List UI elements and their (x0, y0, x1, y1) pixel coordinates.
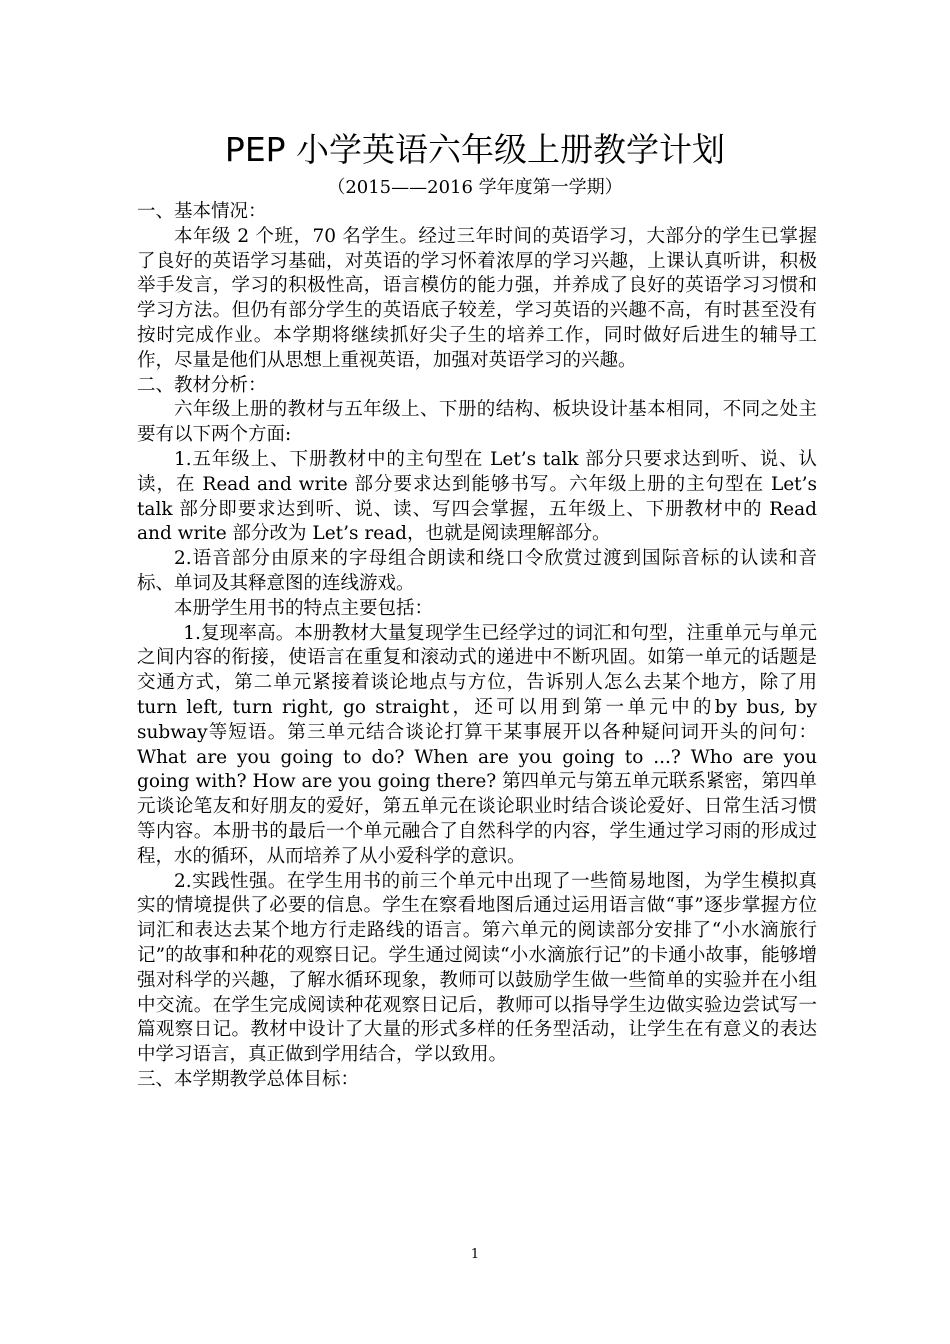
page-number: 1 (470, 1247, 480, 1262)
paragraph-difference-1: 1.五年级上、下册教材中的主句型在 Let’s talk 部分只要求达到听、说、认读，在 Read and write 部分要求达到能够书写。六年级上册的主句型在 Let’s talk 部分即要求达到听、说、读、写四会掌握，五年级上、下册教材中的 Read and write 部分改为 Let’s read，也就是阅读理解部分。 (137, 448, 817, 545)
paragraph-features-intro: 本册学生用书的特点主要包括： (174, 597, 434, 619)
paragraph-difference-2: 2.语音部分由原来的字母组合朗读和绕口令欣赏过渡到国际音标的认读和音标、单词及其释意图的连线游戏。 (137, 548, 817, 594)
paragraph-basic-situation: 本年级 2 个班，70 名学生。经过三年时间的英语学习，大部分的学生已掌握了良好的英语学习基础，对英语的学习怀着浓厚的学习兴趣，上课认真听讲，积极举手发言，学习的积极性高，语言模仿的能力强，并养成了良好的英语学习习惯和学习方法。但仍有部分学生的英语底子较差，学习英语的兴趣不高，有时甚至没有按时完成作业。本学期将继续抓好尖子生的培养工作，同时做好后进生的辅导工作，尽量是他们从思想上重视英语，加强对英语学习的兴趣。 (137, 225, 817, 371)
document-body (137, 200, 817, 1093)
section-heading-semester-goals: 三、本学期教学总体目标： (137, 1068, 360, 1090)
paragraph-feature-1: 1.复现率高。本册教材大量复现学生已经学过的词汇和句型，注重单元与单元之间内容的衔接，使语言在重复和滚动式的递进中不断巩固。如第一单元的话题是交通方式，第二单元紧接着谈论地点与方位，告诉别人怎么去某个地方，除了用 turn left, turn right, go straight，还可以用到第一单元中的by bus, by subway等短语。第三单元结合谈论打算干某事展开以各种疑问词开头的问句：What are you going to do? When are you going to ...? Who are you going with? How are you going there? 第四单元与第五单元联系紧密，第四单元谈论笔友和好朋友的爱好，第五单元在谈论职业时结合谈论爱好、日常生活习惯等内容。本册书的最后一个单元融合了自然科学的内容，学生通过学习雨的形成过程，水的循环，从而培养了从小爱科学的意识。 (137, 622, 817, 867)
section-heading-textbook-analysis: 二、教材分析： (137, 374, 267, 396)
document-subtitle: （2015——2016 学年度第一学期） (327, 177, 623, 198)
document-title: PEP 小学英语六年级上册教学计划 (224, 130, 726, 169)
paragraph-textbook-overview: 六年级上册的教材与五年级上、下册的结构、板块设计基本相同，不同之处主要有以下两个方面: (137, 399, 817, 446)
paragraph-feature-2: 2.实践性强。在学生用书的前三个单元中出现了一些简易地图，为学生模拟真实的情境提供了必要的信息。学生在察看地图后通过运用语言做“事”逐步掌握方位词汇和表达去某个地方行走路线的语言。第六单元的阅读部分安排了“小水滴旅行记”的故事和种花的观察日记。学生通过阅读“小水滴旅行记”的卡通小故事，能够增强对科学的兴趣，了解水循环现象，教师可以鼓励学生做一些简单的实验并在小组中交流。在学生完成阅读种花观察日记后，教师可以指导学生边做实验边尝试写一篇观察日记。教材中设计了大量的形式多样的任务型活动，让学生在有意义的表达中学习语言，真正做到学用结合，学以致用。 (137, 870, 817, 1066)
section-heading-basic-situation: 一、基本情况： (137, 201, 267, 222)
